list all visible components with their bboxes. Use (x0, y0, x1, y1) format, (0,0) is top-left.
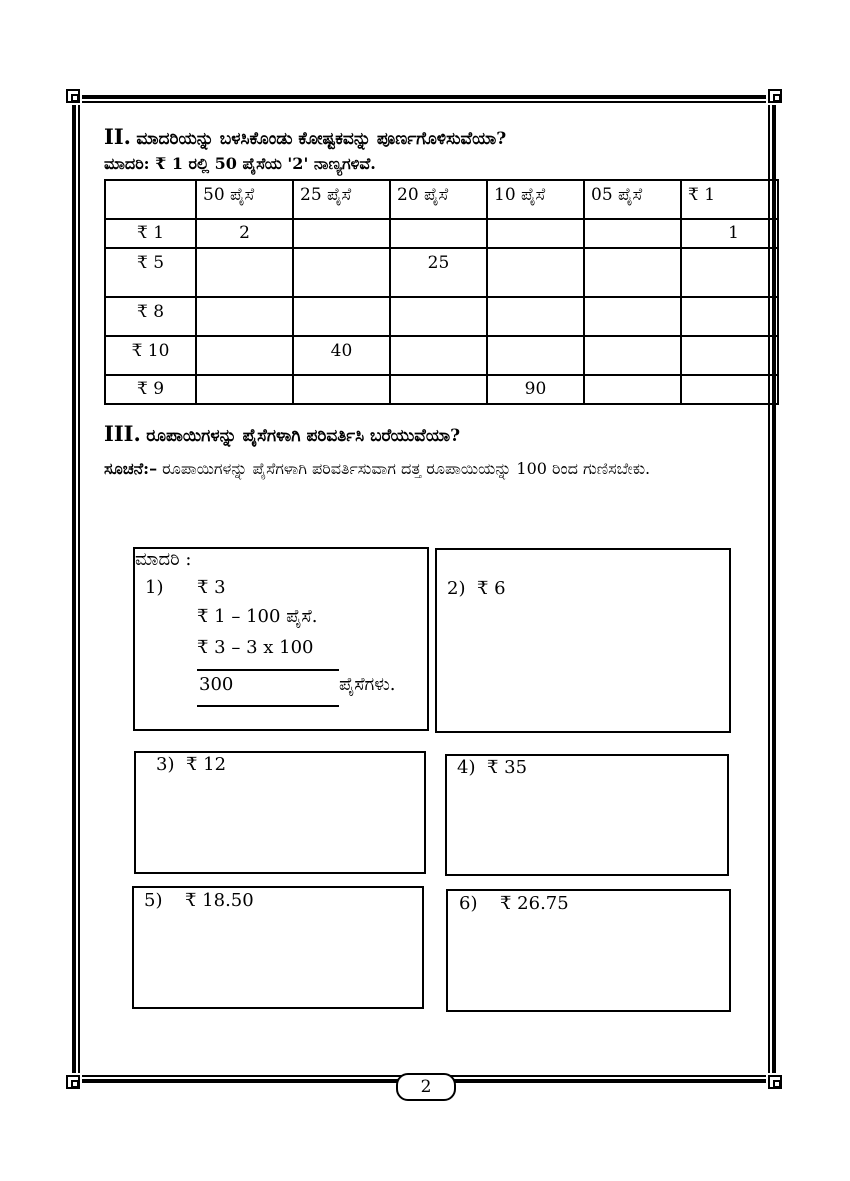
table-cell (390, 297, 487, 336)
example-step-2: ₹ 3 – 3 x 100 (197, 637, 314, 658)
table-row (105, 375, 778, 404)
table-header-cell: 50 ಪೈಸೆ (196, 180, 293, 219)
table-cell: 40 (293, 336, 390, 375)
table-cell: 25 (390, 248, 487, 297)
table-cell (196, 375, 293, 404)
example-unit: ಪೈಸೆಗಳು. (339, 674, 396, 695)
table-header-cell: 05 ಪೈಸೆ (584, 180, 681, 219)
table-row (105, 297, 778, 336)
table-cell (584, 219, 681, 248)
table-cell (390, 375, 487, 404)
section-3-number: III. (104, 421, 141, 446)
table-header-row (105, 180, 778, 219)
table-cell (293, 219, 390, 248)
table-header-cell: 20 ಪೈಸೆ (390, 180, 487, 219)
row-label-cell: ₹ 10 (105, 336, 196, 375)
exercise-box-3 (134, 751, 426, 874)
row-label-cell: ₹ 5 (105, 248, 196, 297)
exercise-amount: ₹ 26.75 (500, 893, 569, 914)
table-cell (196, 297, 293, 336)
table-cell (390, 219, 487, 248)
exercise-box-4 (445, 754, 729, 876)
section-2-number: II. (104, 124, 131, 149)
table-cell (196, 336, 293, 375)
table-cell (681, 336, 778, 375)
example-rule-top (197, 669, 339, 671)
table-cell (584, 248, 681, 297)
hint-label: ಸೂಚನೆ:– (104, 459, 158, 478)
table-header-cell: 25 ಪೈಸೆ (293, 180, 390, 219)
exercise-box-2 (435, 548, 731, 733)
table-header-cell (105, 180, 196, 219)
table-cell (681, 297, 778, 336)
table-cell (293, 297, 390, 336)
corner-ornament-bottom-right (768, 1075, 782, 1089)
corner-ornament-bottom-left (66, 1075, 80, 1089)
table-row (105, 219, 778, 248)
table-cell: 1 (681, 219, 778, 248)
table-header-cell: 10 ಪೈಸೆ (487, 180, 584, 219)
row-label-cell: ₹ 9 (105, 375, 196, 404)
example-rule-bottom (197, 705, 339, 707)
exercise-amount: ₹ 6 (477, 578, 506, 599)
corner-ornament-top-left (66, 89, 80, 103)
table-cell (390, 336, 487, 375)
exercise-amount: ₹ 18.50 (185, 890, 254, 911)
page-number: 2 (396, 1073, 456, 1101)
exercise-box-5 (132, 886, 424, 1009)
row-label-cell: ₹ 8 (105, 297, 196, 336)
example-result: 300 (199, 674, 234, 695)
hint-paragraph (104, 452, 724, 485)
exercise-box-6 (446, 889, 731, 1012)
table-cell: 90 (487, 375, 584, 404)
table-header-cell: ₹ 1 (681, 180, 778, 219)
table-cell (681, 375, 778, 404)
exercise-number: 3) (156, 754, 175, 775)
example-step-1: ₹ 1 – 100 ಪೈಸೆ. (197, 606, 318, 627)
table-cell (487, 336, 584, 375)
table-cell (584, 297, 681, 336)
section-2-heading (104, 124, 506, 149)
table-cell (487, 248, 584, 297)
section-3-title: ರೂಪಾಯಿಗಳನ್ನು ಪೈಸೆಗಳಾಗಿ ಪರಿವರ್ತಿಸಿ ಬರೆಯುವೆಯಾ? (146, 426, 461, 446)
exercise-number: 4) (457, 757, 476, 778)
exercise-amount: ₹ 35 (487, 757, 528, 778)
section-2-title: ಮಾದರಿಯನ್ನು ಬಳಸಿಕೊಂಡು ಕೋಷ್ಟಕವನ್ನು ಪೂರ್ಣಗೊಳಿಸುವೆಯಾ? (136, 129, 507, 149)
table-cell (293, 248, 390, 297)
section-2-example: ಮಾದರಿ: ₹ 1 ರಲ್ಲಿ 50 ಪೈಸೆಯ '2' ನಾಣ್ಯಗಳಿವೆ. (104, 154, 376, 173)
hint-text: ರೂಪಾಯಿಗಳನ್ನು ಪೈಸೆಗಳಾಗಿ ಪರಿವರ್ತಿಸುವಾಗ ದತ್ತ ರೂಪಾಯಿಯನ್ನು 100 ರಿಂದ ಗುಣಿಸಬೇಕು. (162, 459, 651, 478)
example-number: 1) (145, 577, 164, 598)
corner-ornament-top-right (768, 89, 782, 103)
table-cell (681, 248, 778, 297)
exercise-number: 6) (459, 893, 478, 914)
table-cell (584, 336, 681, 375)
table-cell (196, 248, 293, 297)
table-cell (293, 375, 390, 404)
table-cell: 2 (196, 219, 293, 248)
table-cell (487, 219, 584, 248)
table-row (105, 336, 778, 375)
example-box (133, 547, 429, 731)
exercise-number: 2) (447, 578, 466, 599)
section-3-heading (104, 421, 460, 446)
table-row (105, 248, 778, 297)
table-cell (584, 375, 681, 404)
table-cell (487, 297, 584, 336)
example-amount: ₹ 3 (197, 577, 226, 598)
exercise-amount: ₹ 12 (186, 754, 227, 775)
example-label: ಮಾದರಿ : (135, 549, 192, 570)
coin-table (104, 179, 779, 405)
row-label-cell: ₹ 1 (105, 219, 196, 248)
exercise-number: 5) (144, 890, 163, 911)
